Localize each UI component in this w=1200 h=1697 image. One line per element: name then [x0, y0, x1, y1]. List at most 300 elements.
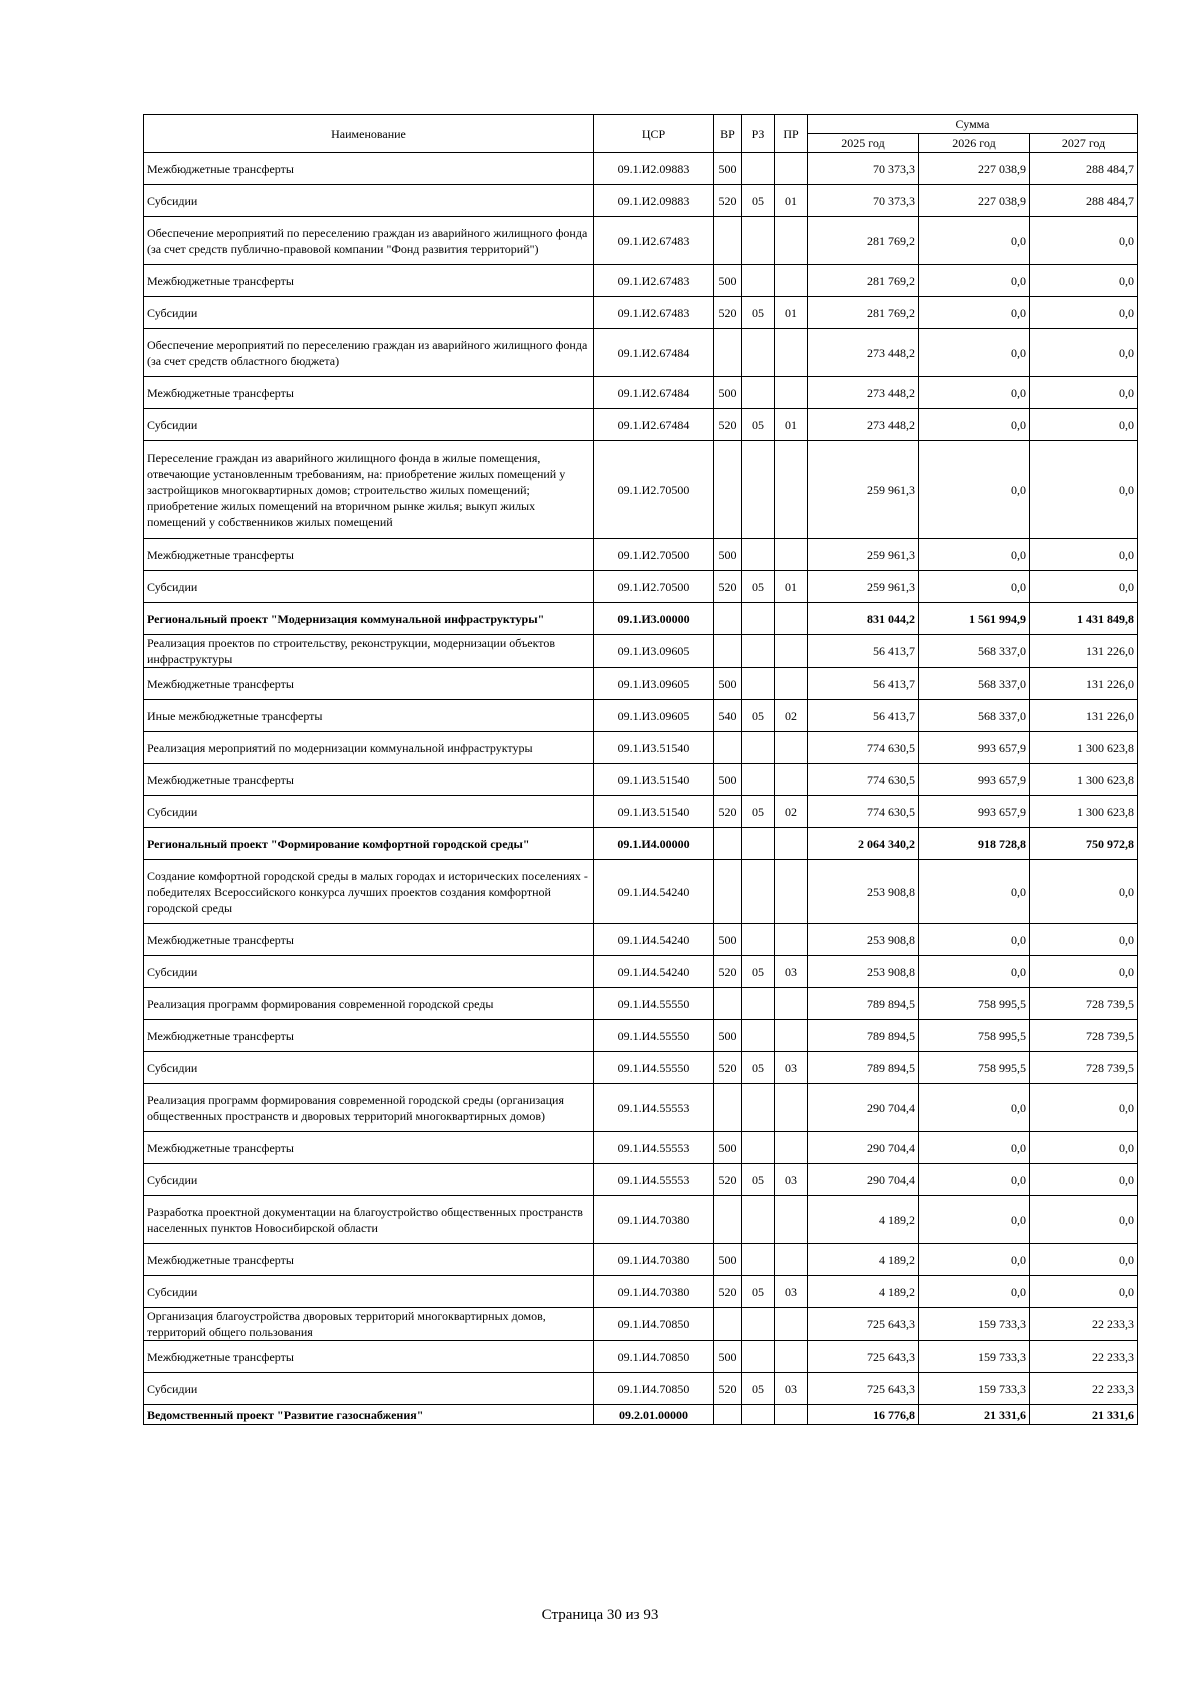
row-sum-2027: 0,0 — [1030, 409, 1138, 441]
row-rz — [742, 1341, 775, 1373]
row-sum-2027: 0,0 — [1030, 1244, 1138, 1276]
row-vr: 500 — [714, 1020, 742, 1052]
row-rz — [742, 1308, 775, 1341]
row-csr: 09.1.И2.09883 — [594, 185, 714, 217]
row-pr — [775, 1405, 808, 1425]
row-name: Обеспечение мероприятий по переселению граждан из аварийного жилищного фонда (за счет средств публично-правовой компании "Фонд развития территорий") — [144, 217, 594, 265]
table-row — [144, 441, 1138, 539]
row-rz — [742, 1132, 775, 1164]
row-sum-2025: 253 908,8 — [808, 956, 919, 988]
row-pr — [775, 924, 808, 956]
row-sum-2026: 918 728,8 — [919, 828, 1030, 860]
row-sum-2026: 0,0 — [919, 1084, 1030, 1132]
row-sum-2025: 774 630,5 — [808, 796, 919, 828]
row-csr: 09.1.И2.67484 — [594, 377, 714, 409]
row-sum-2025: 2 064 340,2 — [808, 828, 919, 860]
row-sum-2025: 253 908,8 — [808, 860, 919, 924]
row-vr — [714, 988, 742, 1020]
row-sum-2027: 288 484,7 — [1030, 185, 1138, 217]
row-rz: 05 — [742, 1164, 775, 1196]
row-name: Субсидии — [144, 1276, 594, 1308]
row-csr: 09.1.И2.70500 — [594, 571, 714, 603]
table-row — [144, 409, 1138, 441]
row-sum-2025: 774 630,5 — [808, 732, 919, 764]
row-pr — [775, 1244, 808, 1276]
row-vr: 520 — [714, 297, 742, 329]
row-pr: 03 — [775, 956, 808, 988]
row-rz: 05 — [742, 796, 775, 828]
row-vr: 500 — [714, 265, 742, 297]
row-sum-2025: 725 643,3 — [808, 1373, 919, 1405]
row-name: Реализация программ формирования современной городской среды — [144, 988, 594, 1020]
row-sum-2025: 4 189,2 — [808, 1276, 919, 1308]
row-vr — [714, 603, 742, 635]
row-vr — [714, 732, 742, 764]
row-vr — [714, 217, 742, 265]
row-pr: 03 — [775, 1164, 808, 1196]
row-pr — [775, 1341, 808, 1373]
row-sum-2026: 0,0 — [919, 409, 1030, 441]
row-sum-2027: 0,0 — [1030, 1132, 1138, 1164]
row-sum-2026: 758 995,5 — [919, 1052, 1030, 1084]
row-sum-2027: 0,0 — [1030, 1164, 1138, 1196]
row-pr — [775, 1308, 808, 1341]
row-vr: 500 — [714, 153, 742, 185]
row-sum-2027: 0,0 — [1030, 571, 1138, 603]
row-rz — [742, 924, 775, 956]
header-name: Наименование — [144, 115, 594, 153]
row-csr: 09.1.И3.00000 — [594, 603, 714, 635]
row-vr: 500 — [714, 539, 742, 571]
row-pr — [775, 1196, 808, 1244]
row-csr: 09.1.И4.54240 — [594, 860, 714, 924]
row-sum-2025: 281 769,2 — [808, 217, 919, 265]
row-sum-2026: 993 657,9 — [919, 732, 1030, 764]
row-pr — [775, 1132, 808, 1164]
row-rz — [742, 217, 775, 265]
row-sum-2025: 70 373,3 — [808, 185, 919, 217]
row-vr: 520 — [714, 409, 742, 441]
row-sum-2025: 56 413,7 — [808, 700, 919, 732]
row-sum-2027: 21 331,6 — [1030, 1405, 1138, 1425]
row-vr — [714, 1084, 742, 1132]
table-row — [144, 217, 1138, 265]
row-pr — [775, 988, 808, 1020]
row-pr — [775, 441, 808, 539]
row-name: Иные межбюджетные трансферты — [144, 700, 594, 732]
row-pr: 03 — [775, 1373, 808, 1405]
row-sum-2027: 0,0 — [1030, 924, 1138, 956]
row-pr — [775, 153, 808, 185]
row-sum-2025: 56 413,7 — [808, 635, 919, 668]
row-sum-2026: 568 337,0 — [919, 700, 1030, 732]
row-vr: 520 — [714, 1276, 742, 1308]
row-name: Межбюджетные трансферты — [144, 924, 594, 956]
row-pr — [775, 217, 808, 265]
row-csr: 09.1.И4.55553 — [594, 1132, 714, 1164]
row-name: Субсидии — [144, 796, 594, 828]
row-csr: 09.1.И4.00000 — [594, 828, 714, 860]
row-name: Региональный проект "Модернизация коммунальной инфраструктуры" — [144, 603, 594, 635]
row-rz — [742, 153, 775, 185]
row-pr — [775, 635, 808, 668]
row-csr: 09.1.И3.51540 — [594, 796, 714, 828]
row-vr: 500 — [714, 668, 742, 700]
table-row — [144, 956, 1138, 988]
row-name: Межбюджетные трансферты — [144, 265, 594, 297]
row-sum-2025: 290 704,4 — [808, 1164, 919, 1196]
row-sum-2025: 831 044,2 — [808, 603, 919, 635]
row-sum-2026: 159 733,3 — [919, 1373, 1030, 1405]
row-vr: 520 — [714, 185, 742, 217]
row-csr: 09.1.И4.55553 — [594, 1164, 714, 1196]
header-csr: ЦСР — [594, 115, 714, 153]
row-sum-2025: 281 769,2 — [808, 265, 919, 297]
row-pr: 01 — [775, 185, 808, 217]
row-rz — [742, 764, 775, 796]
row-sum-2026: 0,0 — [919, 1276, 1030, 1308]
row-rz — [742, 1244, 775, 1276]
row-rz — [742, 668, 775, 700]
row-sum-2026: 0,0 — [919, 571, 1030, 603]
row-name: Субсидии — [144, 571, 594, 603]
row-vr: 500 — [714, 1244, 742, 1276]
row-csr: 09.1.И4.54240 — [594, 956, 714, 988]
row-sum-2027: 1 300 623,8 — [1030, 764, 1138, 796]
table-row — [144, 1132, 1138, 1164]
row-pr — [775, 860, 808, 924]
row-vr: 500 — [714, 764, 742, 796]
row-rz: 05 — [742, 571, 775, 603]
row-pr — [775, 828, 808, 860]
row-vr: 500 — [714, 1341, 742, 1373]
row-sum-2025: 259 961,3 — [808, 539, 919, 571]
row-sum-2026: 0,0 — [919, 1132, 1030, 1164]
row-pr: 01 — [775, 297, 808, 329]
row-pr — [775, 329, 808, 377]
row-sum-2027: 0,0 — [1030, 539, 1138, 571]
row-sum-2026: 227 038,9 — [919, 185, 1030, 217]
row-sum-2027: 0,0 — [1030, 297, 1138, 329]
row-sum-2026: 0,0 — [919, 265, 1030, 297]
row-name: Создание комфортной городской среды в малых городах и исторических поселениях - победителях Всероссийского конкурса лучших проектов создания комфортной городской среды — [144, 860, 594, 924]
row-rz: 05 — [742, 956, 775, 988]
row-vr: 500 — [714, 924, 742, 956]
table-row — [144, 732, 1138, 764]
row-sum-2025: 789 894,5 — [808, 1052, 919, 1084]
budget-table — [143, 114, 1138, 1425]
row-sum-2026: 0,0 — [919, 441, 1030, 539]
row-csr: 09.1.И3.09605 — [594, 635, 714, 668]
row-sum-2027: 1 431 849,8 — [1030, 603, 1138, 635]
row-sum-2026: 0,0 — [919, 539, 1030, 571]
row-vr — [714, 1196, 742, 1244]
row-rz — [742, 1020, 775, 1052]
row-sum-2025: 56 413,7 — [808, 668, 919, 700]
row-csr: 09.1.И2.67484 — [594, 329, 714, 377]
table-row — [144, 635, 1138, 668]
row-sum-2027: 0,0 — [1030, 1196, 1138, 1244]
table-row — [144, 796, 1138, 828]
row-name: Субсидии — [144, 297, 594, 329]
row-sum-2026: 568 337,0 — [919, 635, 1030, 668]
row-sum-2027: 22 233,3 — [1030, 1308, 1138, 1341]
row-sum-2027: 1 300 623,8 — [1030, 732, 1138, 764]
header-year-2026: 2026 год — [919, 134, 1030, 153]
row-vr — [714, 860, 742, 924]
row-name: Субсидии — [144, 956, 594, 988]
row-sum-2027: 0,0 — [1030, 441, 1138, 539]
table-row — [144, 265, 1138, 297]
row-sum-2027: 728 739,5 — [1030, 1052, 1138, 1084]
row-rz: 05 — [742, 1052, 775, 1084]
row-name: Разработка проектной документации на благоустройство общественных пространств населенных пунктов Новосибирской области — [144, 1196, 594, 1244]
table-row — [144, 1308, 1138, 1341]
row-csr: 09.1.И4.70380 — [594, 1196, 714, 1244]
row-pr: 01 — [775, 409, 808, 441]
row-sum-2025: 774 630,5 — [808, 764, 919, 796]
row-name: Межбюджетные трансферты — [144, 1020, 594, 1052]
row-csr: 09.1.И4.70380 — [594, 1276, 714, 1308]
row-csr: 09.1.И2.67483 — [594, 217, 714, 265]
row-rz — [742, 635, 775, 668]
row-sum-2027: 22 233,3 — [1030, 1341, 1138, 1373]
row-pr: 01 — [775, 571, 808, 603]
row-sum-2025: 16 776,8 — [808, 1405, 919, 1425]
table-row — [144, 185, 1138, 217]
row-csr: 09.1.И2.67483 — [594, 297, 714, 329]
row-sum-2025: 725 643,3 — [808, 1341, 919, 1373]
row-rz — [742, 539, 775, 571]
table-row — [144, 1373, 1138, 1405]
table-row — [144, 1196, 1138, 1244]
header-rz: РЗ — [742, 115, 775, 153]
table-row — [144, 571, 1138, 603]
row-name: Переселение граждан из аварийного жилищного фонда в жилые помещения, отвечающие установленным требованиям, на: приобретение жилых помещений у застройщиков многоквартирных домов; строительство жилых помещений; приобретение жилых помещений на вторичном рынке жилья; выкуп жилых помещений у собственников жилых помещений — [144, 441, 594, 539]
row-rz — [742, 828, 775, 860]
row-name: Межбюджетные трансферты — [144, 668, 594, 700]
row-sum-2025: 273 448,2 — [808, 377, 919, 409]
row-sum-2025: 70 373,3 — [808, 153, 919, 185]
row-pr — [775, 539, 808, 571]
row-pr: 02 — [775, 700, 808, 732]
row-csr: 09.2.01.00000 — [594, 1405, 714, 1425]
row-vr: 520 — [714, 571, 742, 603]
header-vr: ВР — [714, 115, 742, 153]
row-csr: 09.1.И4.55550 — [594, 988, 714, 1020]
row-vr — [714, 1308, 742, 1341]
row-sum-2027: 0,0 — [1030, 1084, 1138, 1132]
row-pr: 03 — [775, 1052, 808, 1084]
row-sum-2026: 159 733,3 — [919, 1341, 1030, 1373]
row-sum-2025: 4 189,2 — [808, 1196, 919, 1244]
row-sum-2025: 273 448,2 — [808, 329, 919, 377]
row-pr: 03 — [775, 1276, 808, 1308]
row-rz — [742, 732, 775, 764]
header-year-2025: 2025 год — [808, 134, 919, 153]
table-row — [144, 377, 1138, 409]
row-sum-2025: 789 894,5 — [808, 988, 919, 1020]
row-csr: 09.1.И2.70500 — [594, 441, 714, 539]
row-pr — [775, 668, 808, 700]
row-csr: 09.1.И4.70850 — [594, 1373, 714, 1405]
row-name: Субсидии — [144, 1164, 594, 1196]
row-pr: 02 — [775, 796, 808, 828]
row-sum-2026: 21 331,6 — [919, 1405, 1030, 1425]
table-row — [144, 329, 1138, 377]
row-sum-2027: 750 972,8 — [1030, 828, 1138, 860]
page-number: Страница 30 из 93 — [541, 1607, 659, 1623]
row-sum-2027: 728 739,5 — [1030, 1020, 1138, 1052]
row-name: Обеспечение мероприятий по переселению граждан из аварийного жилищного фонда (за счет средств областного бюджета) — [144, 329, 594, 377]
row-csr: 09.1.И4.55550 — [594, 1052, 714, 1084]
row-sum-2026: 993 657,9 — [919, 796, 1030, 828]
row-vr — [714, 828, 742, 860]
table-header — [144, 115, 1138, 153]
table-row — [144, 1276, 1138, 1308]
row-sum-2025: 259 961,3 — [808, 571, 919, 603]
row-rz: 05 — [742, 409, 775, 441]
row-name: Реализация проектов по строительству, реконструкции, модернизации объектов инфраструктуры — [144, 635, 594, 668]
row-sum-2026: 0,0 — [919, 860, 1030, 924]
row-sum-2026: 1 561 994,9 — [919, 603, 1030, 635]
row-name: Межбюджетные трансферты — [144, 377, 594, 409]
row-sum-2027: 0,0 — [1030, 1276, 1138, 1308]
row-rz — [742, 265, 775, 297]
row-sum-2027: 0,0 — [1030, 329, 1138, 377]
row-rz: 05 — [742, 297, 775, 329]
row-rz: 05 — [742, 1373, 775, 1405]
row-csr: 09.1.И3.51540 — [594, 732, 714, 764]
row-sum-2026: 0,0 — [919, 956, 1030, 988]
row-csr: 09.1.И3.51540 — [594, 764, 714, 796]
table-row — [144, 988, 1138, 1020]
row-name: Субсидии — [144, 1373, 594, 1405]
row-rz — [742, 860, 775, 924]
row-csr: 09.1.И4.54240 — [594, 924, 714, 956]
header-pr: ПР — [775, 115, 808, 153]
row-pr — [775, 603, 808, 635]
table-row — [144, 828, 1138, 860]
row-sum-2027: 0,0 — [1030, 265, 1138, 297]
table-row — [144, 1341, 1138, 1373]
row-vr: 500 — [714, 377, 742, 409]
row-sum-2027: 131 226,0 — [1030, 635, 1138, 668]
row-rz — [742, 988, 775, 1020]
row-rz: 05 — [742, 1276, 775, 1308]
row-csr: 09.1.И4.70850 — [594, 1341, 714, 1373]
row-sum-2027: 0,0 — [1030, 860, 1138, 924]
row-name: Организация благоустройства дворовых территорий многоквартирных домов, территорий общего пользования — [144, 1308, 594, 1341]
row-rz — [742, 1084, 775, 1132]
table-body — [144, 153, 1138, 1425]
row-rz — [742, 1405, 775, 1425]
row-csr: 09.1.И2.67483 — [594, 265, 714, 297]
row-sum-2025: 789 894,5 — [808, 1020, 919, 1052]
table-row — [144, 764, 1138, 796]
row-sum-2026: 0,0 — [919, 377, 1030, 409]
row-vr: 520 — [714, 1052, 742, 1084]
table-row — [144, 1244, 1138, 1276]
table-row — [144, 1405, 1138, 1425]
row-sum-2026: 0,0 — [919, 1244, 1030, 1276]
row-sum-2027: 0,0 — [1030, 217, 1138, 265]
row-pr — [775, 377, 808, 409]
row-sum-2025: 290 704,4 — [808, 1084, 919, 1132]
row-name: Межбюджетные трансферты — [144, 1244, 594, 1276]
table-row — [144, 1052, 1138, 1084]
row-name: Реализация мероприятий по модернизации коммунальной инфраструктуры — [144, 732, 594, 764]
table-row — [144, 1164, 1138, 1196]
table-row — [144, 924, 1138, 956]
table-row — [144, 700, 1138, 732]
row-rz: 05 — [742, 185, 775, 217]
row-sum-2027: 131 226,0 — [1030, 700, 1138, 732]
row-vr — [714, 329, 742, 377]
row-pr — [775, 732, 808, 764]
row-rz — [742, 441, 775, 539]
row-sum-2025: 281 769,2 — [808, 297, 919, 329]
row-sum-2027: 0,0 — [1030, 956, 1138, 988]
row-sum-2026: 159 733,3 — [919, 1308, 1030, 1341]
row-csr: 09.1.И4.55553 — [594, 1084, 714, 1132]
row-vr: 500 — [714, 1132, 742, 1164]
row-name: Межбюджетные трансферты — [144, 1341, 594, 1373]
row-vr — [714, 1405, 742, 1425]
row-sum-2026: 227 038,9 — [919, 153, 1030, 185]
row-rz — [742, 329, 775, 377]
row-pr — [775, 764, 808, 796]
table-row — [144, 603, 1138, 635]
table-row — [144, 860, 1138, 924]
table-row — [144, 297, 1138, 329]
header-year-2027: 2027 год — [1030, 134, 1138, 153]
row-vr: 520 — [714, 1164, 742, 1196]
row-pr — [775, 1084, 808, 1132]
row-vr: 520 — [714, 1373, 742, 1405]
row-csr: 09.1.И4.70380 — [594, 1244, 714, 1276]
row-sum-2025: 4 189,2 — [808, 1244, 919, 1276]
row-sum-2027: 288 484,7 — [1030, 153, 1138, 185]
row-sum-2025: 273 448,2 — [808, 409, 919, 441]
row-rz — [742, 603, 775, 635]
row-sum-2026: 0,0 — [919, 297, 1030, 329]
row-name: Межбюджетные трансферты — [144, 764, 594, 796]
row-sum-2026: 993 657,9 — [919, 764, 1030, 796]
row-sum-2027: 728 739,5 — [1030, 988, 1138, 1020]
row-sum-2026: 0,0 — [919, 1196, 1030, 1244]
header-sum: Сумма — [808, 115, 1138, 134]
row-sum-2025: 259 961,3 — [808, 441, 919, 539]
row-csr: 09.1.И2.09883 — [594, 153, 714, 185]
row-sum-2025: 290 704,4 — [808, 1132, 919, 1164]
row-csr: 09.1.И4.70850 — [594, 1308, 714, 1341]
row-name: Межбюджетные трансферты — [144, 539, 594, 571]
row-vr — [714, 441, 742, 539]
row-rz — [742, 1196, 775, 1244]
table-row — [144, 153, 1138, 185]
row-name: Межбюджетные трансферты — [144, 153, 594, 185]
row-rz: 05 — [742, 700, 775, 732]
table-row — [144, 668, 1138, 700]
row-vr — [714, 635, 742, 668]
row-pr — [775, 1020, 808, 1052]
row-name: Ведомственный проект "Развитие газоснабжения" — [144, 1405, 594, 1425]
row-sum-2027: 22 233,3 — [1030, 1373, 1138, 1405]
row-name: Реализация программ формирования современной городской среды (организация общественных пространств и дворовых территорий многоквартирных домов) — [144, 1084, 594, 1132]
row-csr: 09.1.И3.09605 — [594, 700, 714, 732]
row-sum-2027: 0,0 — [1030, 377, 1138, 409]
